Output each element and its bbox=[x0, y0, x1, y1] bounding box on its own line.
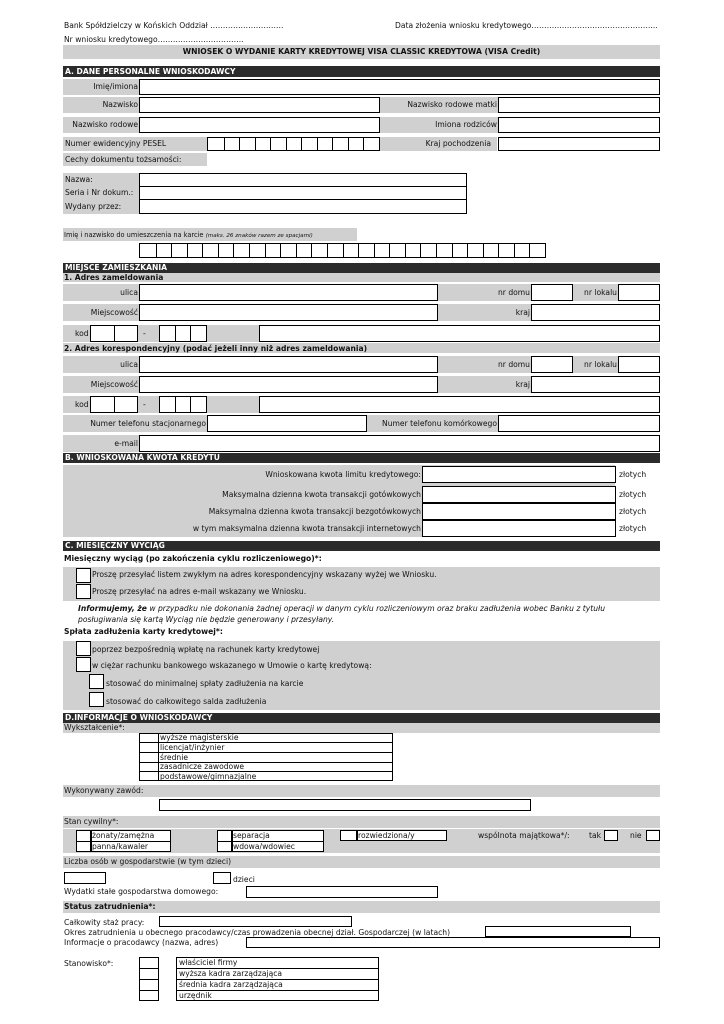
statement-by-email-label: Proszę przesyłać na adres e-mail wskazany we Wniosku. bbox=[92, 587, 307, 596]
char-cell-divider bbox=[239, 138, 240, 150]
repay-direct-checkbox[interactable] bbox=[76, 641, 91, 656]
card-name-label: Imię i nazwisko do umieszczenia na karcie (maks. 26 znaków razem ze spacjami) bbox=[64, 231, 313, 239]
employment-period-field[interactable] bbox=[485, 926, 631, 937]
education-checkbox-column[interactable] bbox=[139, 733, 159, 781]
education-table bbox=[139, 733, 393, 781]
family-name-field[interactable] bbox=[139, 117, 380, 133]
house-number-field[interactable] bbox=[531, 284, 573, 301]
card-name-field[interactable] bbox=[139, 243, 546, 258]
postal-code-part1[interactable] bbox=[90, 325, 138, 342]
postal-code2-part1[interactable] bbox=[90, 396, 138, 413]
joint-property-no-checkbox[interactable] bbox=[646, 830, 660, 841]
cashless-limit-label: Maksymalna dzienna kwota transakcji bezgotówkowych bbox=[208, 507, 421, 516]
marital-married-label: żonaty/zamężna bbox=[92, 831, 155, 840]
char-cell-divider bbox=[311, 244, 312, 257]
city-field[interactable] bbox=[139, 304, 438, 321]
position-option: właściciel firmy bbox=[179, 958, 238, 967]
postal-code2-label: kod bbox=[75, 400, 89, 409]
correspondence-address-subheading: 2. Adres korespondencyjny (podać jeżeli inny niż adres zameldowania) bbox=[64, 344, 368, 353]
char-cell-divider bbox=[187, 244, 188, 257]
internet-limit-label: w tym maksymalna dzienna kwota transakcji internetowych bbox=[192, 524, 421, 533]
char-cell-divider bbox=[529, 244, 530, 257]
flat-number2-field[interactable] bbox=[618, 356, 660, 373]
statement-subheading: Miesięczny wyciąg (po zakończenia cyklu rozliczeniowego)*: bbox=[64, 554, 322, 563]
children-label: dzieci bbox=[233, 875, 255, 884]
country2-label: kraj bbox=[515, 380, 530, 389]
surname-field[interactable] bbox=[139, 97, 380, 113]
char-cell-divider bbox=[249, 244, 250, 257]
education-option: wyższe magisterskie bbox=[160, 733, 239, 742]
seniority-label: Całkowity staż pracy: bbox=[64, 918, 145, 927]
registered-address-subheading: 1. Adres zameldowania bbox=[64, 273, 164, 282]
cashless-limit-field[interactable] bbox=[422, 503, 616, 520]
internet-limit-unit: złotych bbox=[619, 524, 647, 533]
flat-number2-label: nr lokalu bbox=[584, 360, 617, 369]
char-cell-divider bbox=[498, 244, 499, 257]
statement-info: Informujemy, że w przypadku nie dokonania żadnej operacji w danym cyklu rozliczeniowym oraz braku zadłużenia wobec Banku z tytułu bbox=[78, 604, 606, 613]
employer-info-field[interactable] bbox=[246, 937, 660, 948]
first-name-label: Imię/imiona bbox=[93, 82, 138, 91]
cash-limit-label: Maksymalna dzienna kwota transakcji gotówkowych bbox=[222, 490, 421, 499]
email-field[interactable] bbox=[139, 435, 660, 452]
char-cell-divider bbox=[483, 244, 484, 257]
position-option: urzędnik bbox=[179, 991, 212, 1000]
pesel-field[interactable] bbox=[207, 137, 380, 151]
surname-label: Nazwisko bbox=[102, 100, 138, 109]
char-cell-divider bbox=[343, 244, 344, 257]
char-cell-divider bbox=[332, 138, 333, 150]
section-a-header bbox=[63, 66, 660, 77]
section-b-title: B. WNIOSKOWANA KWOTA KREDYTU bbox=[65, 453, 220, 462]
section-c-title: C. MIESIĘCZNY WYCIĄG bbox=[65, 541, 165, 550]
char-cell-divider bbox=[296, 244, 297, 257]
credit-limit-unit: złotych bbox=[619, 470, 647, 479]
household-size-field[interactable] bbox=[64, 872, 106, 884]
household-expenses-label: Wydatki stałe gospodarstwa domowego: bbox=[64, 887, 219, 896]
postal-code-label: kod bbox=[75, 329, 89, 338]
country-label: kraj bbox=[515, 308, 530, 317]
form-title-bar bbox=[63, 45, 660, 59]
section-a-title: A. DANE PERSONALNE WNIOSKODAWCY bbox=[65, 67, 236, 76]
postal-code2-dash: - bbox=[143, 400, 146, 409]
char-cell-divider bbox=[202, 244, 203, 257]
char-cell-divider bbox=[255, 138, 256, 150]
marital-single-label: panna/kawaler bbox=[92, 842, 148, 851]
marital-divorced-checkbox[interactable] bbox=[340, 830, 357, 841]
joint-property-no-label: nie bbox=[630, 831, 642, 840]
char-cell-divider bbox=[358, 244, 359, 257]
form-title: WNIOSEK O WYDANIE KARTY KREDYTOWEJ VISA CLASSIC KREDYTOWA (VISA Credit) bbox=[182, 47, 541, 56]
first-name-field[interactable] bbox=[139, 79, 660, 95]
education-option: licencjat/inżynier bbox=[160, 743, 225, 752]
bank-branch-line: Bank Spółdzielczy w Końskich Oddział ……………………….. bbox=[64, 21, 284, 30]
parents-names-label: Imiona rodziców bbox=[435, 120, 497, 129]
profession-field[interactable] bbox=[159, 799, 531, 811]
internet-limit-field[interactable] bbox=[422, 520, 616, 537]
email-label: e-mail bbox=[114, 439, 138, 448]
position-option: wyższa kadra zarządzająca bbox=[179, 969, 283, 978]
profession-label: Wykonywany zawód: bbox=[64, 786, 144, 795]
mother-maiden-name-field[interactable] bbox=[498, 97, 660, 113]
id-document-label: Cechy dokumentu tożsamości: bbox=[65, 155, 182, 164]
family-name-label: Nazwisko rodowe bbox=[72, 120, 138, 129]
char-cell-divider bbox=[265, 244, 266, 257]
house-number2-label: nr domu bbox=[497, 360, 530, 369]
char-cell-divider bbox=[317, 138, 318, 150]
postal-code2-part2[interactable] bbox=[159, 396, 207, 413]
children-count-field[interactable] bbox=[213, 872, 231, 884]
cash-limit-unit: złotych bbox=[619, 490, 647, 499]
statement-info-line2: posługiwania się kartą Wyciąg nie będzie generowany i przesyłany. bbox=[78, 615, 335, 624]
section-d-title: D.INFORMACJE O WNIOSKODAWCY bbox=[65, 713, 213, 722]
section-b-header bbox=[63, 453, 660, 463]
house-number-label: nr domu bbox=[497, 288, 530, 297]
household-size-label: Liczba osób w gospodarstwie (w tym dzieci) bbox=[64, 857, 232, 866]
flat-number-label: nr lokalu bbox=[584, 288, 617, 297]
char-cell-divider bbox=[405, 244, 406, 257]
city2-field[interactable] bbox=[139, 376, 438, 393]
postal-code-dash: - bbox=[143, 329, 146, 338]
char-cell-divider bbox=[233, 244, 234, 257]
credit-limit-label: Wnioskowana kwota limitu kredytowego: bbox=[265, 470, 421, 479]
postal-town-field[interactable] bbox=[259, 325, 660, 342]
mobile-label: Numer telefonu komórkowego bbox=[382, 419, 497, 428]
street2-field[interactable] bbox=[139, 356, 438, 373]
char-cell-divider bbox=[452, 244, 453, 257]
char-cell-divider bbox=[224, 138, 225, 150]
city2-label: Miejscowość bbox=[90, 380, 138, 389]
mobile-field[interactable] bbox=[498, 415, 660, 432]
application-number-line: Nr wniosku kredytowego……………………………. bbox=[64, 35, 244, 44]
repay-minimum-label: stosować do minimalnej spłaty zadłużenia na karcie bbox=[106, 679, 304, 688]
repay-account-label: w ciężar rachunku bankowego wskazanego w Umowie o kartę kredytową: bbox=[92, 661, 372, 670]
char-cell-divider bbox=[348, 138, 349, 150]
char-cell-divider bbox=[420, 244, 421, 257]
marital-widowed-label: wdowa/wdowiec bbox=[233, 842, 295, 851]
document-issuer-field[interactable] bbox=[139, 199, 467, 214]
street2-label: ulica bbox=[120, 360, 138, 369]
cashless-limit-unit: złotych bbox=[619, 507, 647, 516]
cash-limit-field[interactable] bbox=[422, 486, 616, 503]
country-field[interactable] bbox=[531, 304, 660, 321]
mother-maiden-name-label: Nazwisko rodowe matki bbox=[407, 100, 497, 109]
employment-status-label: Status zatrudnienia*: bbox=[64, 902, 156, 911]
landline-label: Numer telefonu stacjonarnego bbox=[90, 419, 206, 428]
education-label: Wykształcenie*: bbox=[64, 723, 125, 732]
credit-limit-field[interactable] bbox=[422, 466, 616, 483]
position-option: średnia kadra zarządzająca bbox=[179, 980, 283, 989]
char-cell-divider bbox=[270, 138, 271, 150]
education-option: średnie bbox=[160, 753, 188, 762]
origin-country-label: Kraj pochodzenia bbox=[425, 139, 491, 148]
char-cell-divider bbox=[327, 244, 328, 257]
street-label: ulica bbox=[120, 288, 138, 297]
char-cell-divider bbox=[374, 244, 375, 257]
statement-by-email-checkbox[interactable] bbox=[76, 584, 91, 599]
country2-field[interactable] bbox=[531, 376, 660, 393]
section-c-header bbox=[63, 541, 660, 551]
position-table bbox=[139, 957, 379, 1001]
joint-property-yes-label: tak bbox=[589, 831, 602, 840]
marital-status-label: Stan cywilny*: bbox=[64, 817, 119, 826]
document-issuer-label: Wydany przez: bbox=[65, 202, 122, 211]
char-cell-divider bbox=[301, 138, 302, 150]
position-label: Stanowisko*: bbox=[64, 959, 114, 968]
document-series-label: Seria i Nr dokum.: bbox=[65, 188, 134, 197]
char-cell-divider bbox=[363, 138, 364, 150]
flat-number-field[interactable] bbox=[618, 284, 660, 301]
char-cell-divider bbox=[280, 244, 281, 257]
joint-property-label: wspólnota majątkowa*/: bbox=[478, 831, 570, 840]
education-option: zasadnicze zawodowe bbox=[160, 762, 245, 771]
postal-code-part2[interactable] bbox=[159, 325, 207, 342]
char-cell-divider bbox=[286, 138, 287, 150]
education-option: podstawowe/gimnazjalne bbox=[160, 772, 257, 781]
employment-period-label: Okres zatrudnienia u obecnego pracodawcy/czas prowadzenia obecnej dział. Gospodarczej (w latach) bbox=[64, 928, 451, 937]
statement-by-mail-checkbox[interactable] bbox=[76, 568, 91, 583]
document-name-label: Nazwa: bbox=[65, 175, 93, 184]
street-field[interactable] bbox=[139, 284, 438, 301]
char-cell-divider bbox=[389, 244, 390, 257]
char-cell-divider bbox=[156, 244, 157, 257]
repay-full-checkbox[interactable] bbox=[89, 692, 104, 707]
char-cell-divider bbox=[467, 244, 468, 257]
repay-minimum-checkbox[interactable] bbox=[89, 674, 104, 689]
char-cell-divider bbox=[514, 244, 515, 257]
document-series-field[interactable] bbox=[139, 186, 467, 200]
origin-country-field[interactable] bbox=[498, 137, 660, 151]
marital-separation-label: separacja bbox=[233, 831, 270, 840]
house-number2-field[interactable] bbox=[531, 356, 573, 373]
postal-town2-field[interactable] bbox=[259, 396, 660, 413]
repay-full-label: stosować do całkowitego salda zadłużenia bbox=[106, 697, 267, 706]
pesel-label: Numer ewidencyjny PESEL bbox=[65, 139, 167, 148]
employer-info-label: Informacje o pracodawcy (nazwa, adres) bbox=[64, 938, 219, 947]
application-date-line: Data złożenia wniosku kredytowego………………………………………….. bbox=[395, 21, 658, 30]
household-expenses-field[interactable] bbox=[246, 886, 438, 898]
statement-by-mail-label: Proszę przesyłać listem zwykłym na adres korespondencyjny wskazany wyżej we Wniosku. bbox=[92, 570, 437, 579]
section-d-header bbox=[63, 713, 660, 723]
residence-header bbox=[63, 263, 660, 273]
joint-property-yes-checkbox[interactable] bbox=[604, 830, 618, 841]
city-label: Miejscowość bbox=[90, 308, 138, 317]
marital-divorced-label: rozwiedziona/y bbox=[358, 831, 415, 840]
residence-title: MIEJSCE ZAMIESZKANIA bbox=[65, 263, 168, 272]
seniority-field[interactable] bbox=[159, 916, 352, 927]
parents-names-field[interactable] bbox=[498, 117, 660, 133]
char-cell-divider bbox=[436, 244, 437, 257]
repay-direct-label: poprzez bezpośrednią wpłatę na rachunek karty kredytowej bbox=[92, 645, 320, 654]
repayment-subheading: Spłata zadłużenia karty kredytowej*: bbox=[64, 627, 223, 636]
char-cell-divider bbox=[218, 244, 219, 257]
landline-field[interactable] bbox=[207, 415, 367, 432]
document-name-field[interactable] bbox=[139, 173, 467, 187]
repay-account-checkbox[interactable] bbox=[76, 657, 91, 672]
char-cell-divider bbox=[171, 244, 172, 257]
